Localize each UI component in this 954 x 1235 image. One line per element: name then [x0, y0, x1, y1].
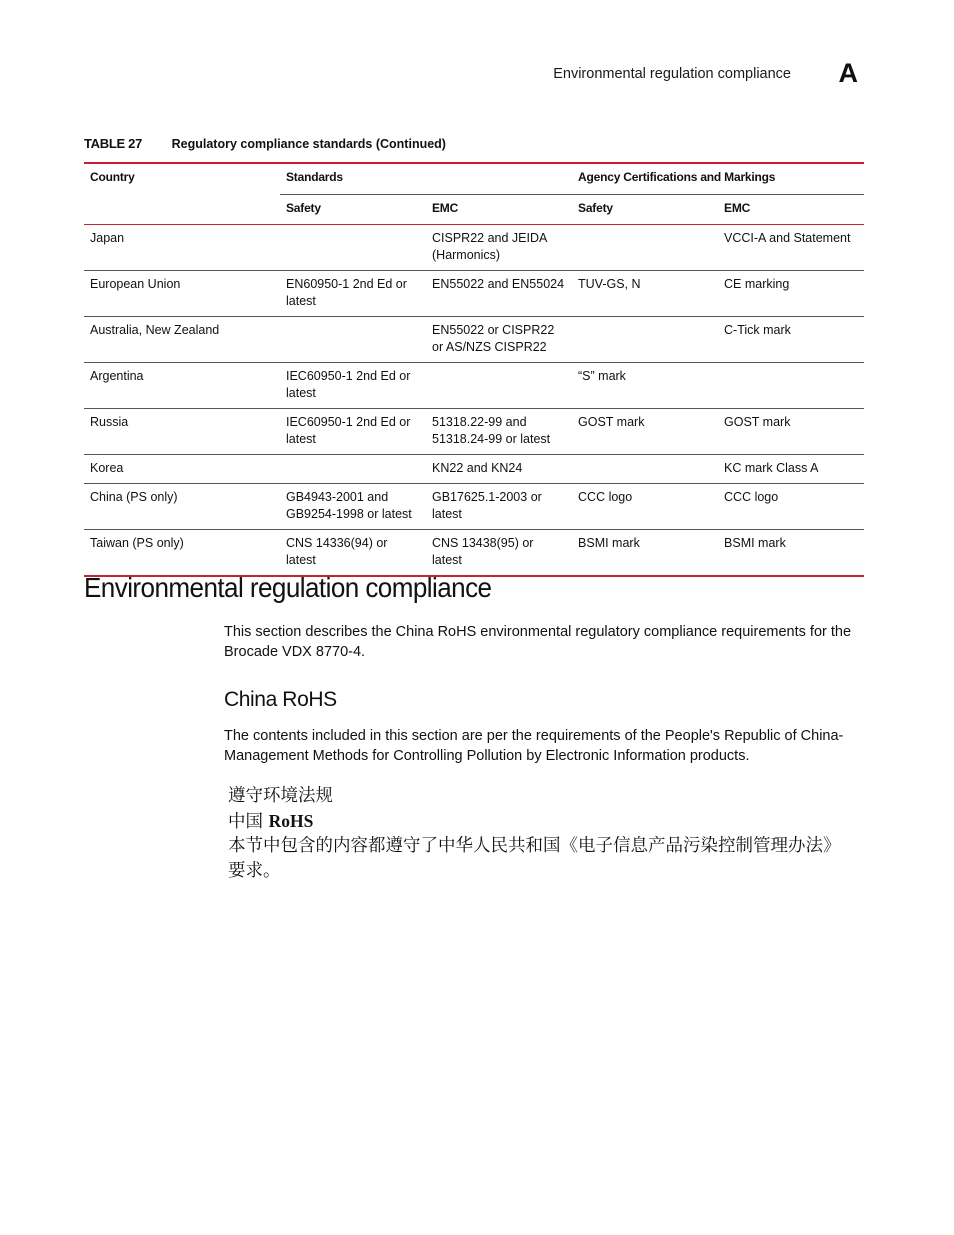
- table-row: [84, 271, 864, 317]
- table-row: [84, 409, 864, 455]
- cell-standards-safety: [280, 225, 426, 271]
- chinese-subheading: [228, 809, 870, 835]
- section-title: Environmental regulation compliance: [84, 572, 492, 603]
- cell-standards-emc: [426, 363, 572, 409]
- header-blank: [84, 195, 280, 225]
- cell-standards-emc: EN55022 and EN55024: [426, 271, 572, 317]
- cell-agency-emc: VCCI-A and Statement: [718, 225, 864, 271]
- table-header-row: [84, 163, 864, 195]
- chinese-subheading-prefix: 中国: [228, 811, 269, 832]
- cell-standards-safety: IEC60950-1 2nd Ed or latest: [280, 363, 426, 409]
- cell-agency-emc: GOST mark: [718, 409, 864, 455]
- cell-agency-safety: CCC logo: [572, 484, 718, 530]
- cell-agency-emc: BSMI mark: [718, 530, 864, 577]
- cell-standards-emc: GB17625.1-2003 or latest: [426, 484, 572, 530]
- header-agency-emc: EMC: [724, 201, 751, 215]
- cell-country: Russia: [84, 409, 280, 455]
- cell-country: Argentina: [84, 363, 280, 409]
- running-header: [500, 58, 858, 88]
- header-standards-safety: Safety: [286, 201, 321, 215]
- cell-standards-safety: [280, 455, 426, 484]
- cell-country: Japan: [84, 225, 280, 271]
- subsection-title: China RoHS: [224, 688, 337, 711]
- cell-standards-emc: 51318.22-99 and 51318.24-99 or latest: [426, 409, 572, 455]
- cell-agency-safety: [572, 455, 718, 484]
- cell-standards-emc: KN22 and KN24: [426, 455, 572, 484]
- cell-standards-safety: EN60950-1 2nd Ed or latest: [280, 271, 426, 317]
- cell-standards-safety: [280, 317, 426, 363]
- cell-agency-safety: “S” mark: [572, 363, 718, 409]
- cell-country: European Union: [84, 271, 280, 317]
- table-row: [84, 363, 864, 409]
- regulatory-compliance-table: [84, 162, 864, 577]
- subsection-description: The contents included in this section are per the requirements of the People's Republic of China- Management Methods for Controlling Pollution by Electronic Information products.: [224, 728, 844, 764]
- table-number: TABLE 27: [84, 136, 143, 151]
- cell-agency-safety: GOST mark: [572, 409, 718, 455]
- table-row: [84, 530, 864, 577]
- cell-country: Australia, New Zealand: [84, 317, 280, 363]
- section-intro: This section describes the China RoHS environmental regulatory compliance requirements for the Brocade VDX 8770-4.: [224, 624, 852, 660]
- table-subheader-row: [84, 195, 864, 225]
- cell-standards-safety: IEC60950-1 2nd Ed or latest: [280, 409, 426, 455]
- cell-country: Taiwan (PS only): [84, 530, 280, 577]
- header-standards: Standards: [280, 163, 572, 195]
- header-country: Country: [84, 163, 280, 195]
- appendix-letter: A: [838, 58, 858, 88]
- cell-agency-emc: CE marking: [718, 271, 864, 317]
- cell-standards-emc: CISPR22 and JEIDA (Harmonics): [426, 225, 572, 271]
- header-standards-emc: EMC: [432, 201, 459, 215]
- cell-standards-safety: CNS 14336(94) or latest: [280, 530, 426, 577]
- table-row: [84, 225, 864, 271]
- cell-standards-emc: CNS 13438(95) or latest: [426, 530, 572, 577]
- header-agency: Agency Certifications and Markings: [572, 163, 864, 195]
- chinese-heading: 遵守环境法规: [228, 786, 333, 806]
- chinese-translation-block: [228, 784, 870, 883]
- header-agency-safety: Safety: [578, 201, 613, 215]
- table-row: [84, 455, 864, 484]
- chinese-body-line-end: 要求。: [228, 860, 281, 881]
- table-caption: [84, 136, 446, 151]
- cell-standards-safety: GB4943-2001 and GB9254-1998 or latest: [280, 484, 426, 530]
- table-row: [84, 484, 864, 530]
- table-title: Regulatory compliance standards (Continued): [171, 137, 446, 151]
- chinese-subheading-rohs: RoHS: [268, 810, 314, 831]
- cell-country: China (PS only): [84, 484, 280, 530]
- cell-agency-safety: TUV-GS, N: [572, 271, 718, 317]
- cell-agency-emc: C-Tick mark: [718, 317, 864, 363]
- cell-agency-emc: KC mark Class A: [718, 455, 864, 484]
- cell-agency-safety: [572, 317, 718, 363]
- chinese-body-line: 本节中包含的内容都遵守了中华人民共和国《电子信息产品污染控制管理办法》: [228, 836, 841, 856]
- cell-agency-safety: BSMI mark: [572, 530, 718, 577]
- cell-standards-emc: EN55022 or CISPR22 or AS/NZS CISPR22: [426, 317, 572, 363]
- table-row: [84, 317, 864, 363]
- cell-agency-emc: CCC logo: [718, 484, 864, 530]
- cell-agency-emc: [718, 363, 864, 409]
- cell-agency-safety: [572, 225, 718, 271]
- cell-country: Korea: [84, 455, 280, 484]
- running-header-title: Environmental regulation compliance: [553, 66, 791, 82]
